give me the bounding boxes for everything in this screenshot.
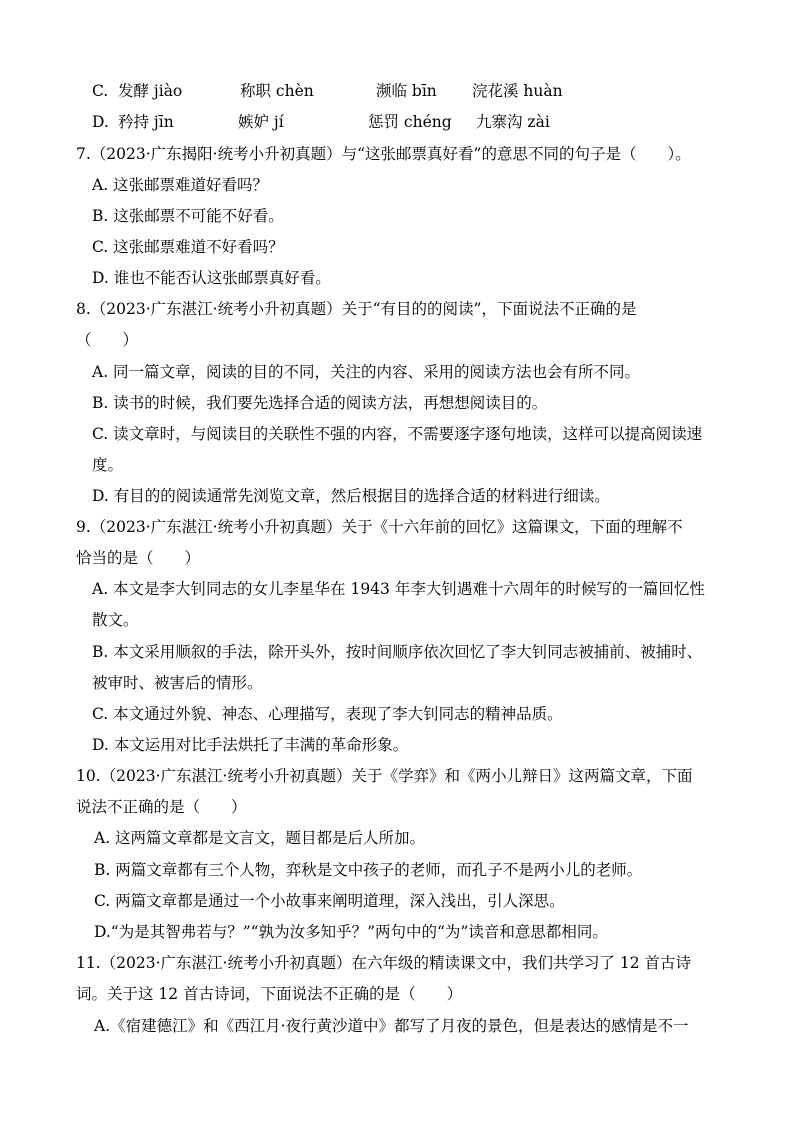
q8-stem-answer-blank: （ ） xyxy=(76,331,139,349)
word-pinyin: 九寨沟 zài xyxy=(476,113,550,131)
q8-stem: 8.（2023·广东湛江·统考小升初真题）关于“有目的的阅读”，下面说法不正确的是 xyxy=(76,300,637,318)
q10-option-b: B. 两篇文章都有三个人物，弈秋是文中孩子的老师，而孔子不是两小儿的老师。 xyxy=(94,861,643,879)
q7-option-a: A. 这张邮票难道好看吗？ xyxy=(92,176,269,194)
q9-option-b-continued: 被审时、被害后的情形。 xyxy=(92,674,263,692)
q9-option-c: C. 本文通过外貌、神态、心理描写，表现了李大钊同志的精神品质。 xyxy=(92,705,563,723)
option-label: C. xyxy=(92,82,109,100)
q7-option-b: B. 这张邮票不可能不好看。 xyxy=(92,207,284,225)
q10-stem: 10.（2023·广东湛江·统考小升初真题）关于《学弈》和《两小儿辩日》这两篇文章，下面 xyxy=(76,767,693,785)
word-pinyin: 惩罚 chéng xyxy=(368,113,452,131)
q9-option-a-continued: 散文。 xyxy=(92,611,139,629)
q9-stem: 9.（2023·广东湛江·统考小升初真题）关于《十六年前的回忆》这篇课文，下面的理解不 xyxy=(76,518,683,536)
q8-option-c: C. 读文章时，与阅读目的关联性不强的内容，不需要逐字逐句地读，这样可以提高阅读速 xyxy=(92,425,703,443)
q7-stem: 7.（2023·广东揭阳·统考小升初真题）与“这张邮票真好看”的意思不同的句子是（ ）。 xyxy=(76,145,691,163)
word-pinyin: 发酵 jiào xyxy=(118,82,183,100)
q7-option-c: C. 这张邮票难道不好看吗？ xyxy=(92,238,284,256)
q8-option-c-continued: 度。 xyxy=(92,456,124,474)
option-label: D. xyxy=(92,113,109,131)
q10-option-c: C. 两篇文章都是通过一个小故事来阐明道理，深入浅出，引人深思。 xyxy=(94,892,565,910)
q11-stem-continued: 词。关于这 12 首古诗词，下面说法不正确的是（ ） xyxy=(76,985,463,1003)
q8-option-b: B. 读书的时候，我们要先选择合适的阅读方法，再想想阅读目的。 xyxy=(92,394,548,412)
q11-stem: 11.（2023·广东湛江·统考小升初真题）在六年级的精读课文中，我们共学习了 12 首古诗 xyxy=(76,954,692,972)
word-pinyin: 浣花溪 huàn xyxy=(472,82,563,100)
q8-option-d: D. 有目的的阅读通常先浏览文章，然后根据目的选择合适的材料进行细读。 xyxy=(92,487,610,505)
q10-option-d: D.“为是其智弗若与？”“孰为汝多知乎？”两句中的“为”读音和意思都相同。 xyxy=(94,923,608,941)
word-pinyin: 濒临 bīn xyxy=(376,82,437,100)
q11-option-a: A.《宿建德江》和《西江月·夜行黄沙道中》都写了月夜的景色，但是表达的感情是不一 xyxy=(94,1017,689,1035)
word-pinyin: 称职 chèn xyxy=(240,82,314,100)
q7-option-d: D. 谁也不能否认这张邮票真好看。 xyxy=(92,269,331,287)
q9-option-b: B. 本文采用顺叙的手法，除开头外，按时间顺序依次回忆了李大钊同志被捕前、被捕时、 xyxy=(92,643,703,661)
q8-option-a: A. 同一篇文章，阅读的目的不同，关注的内容、采用的阅读方法也会有所不同。 xyxy=(92,363,641,381)
q10-option-a: A. 这两篇文章都是文言文，题目都是后人所加。 xyxy=(94,829,426,847)
q9-stem-continued: 恰当的是（ ） xyxy=(76,549,201,567)
q10-stem-continued: 说法不正确的是（ ） xyxy=(76,798,247,816)
q9-option-a: A. 本文是李大钊同志的女儿李星华在 1943 年李大钊遇难十六周年的时候写的一篇回忆性 xyxy=(92,580,705,598)
word-pinyin: 矜持 jīn xyxy=(118,113,174,131)
word-pinyin: 嫉妒 jí xyxy=(238,113,284,131)
q9-option-d: D. 本文运用对比手法烘托了丰满的革命形象。 xyxy=(92,736,409,754)
